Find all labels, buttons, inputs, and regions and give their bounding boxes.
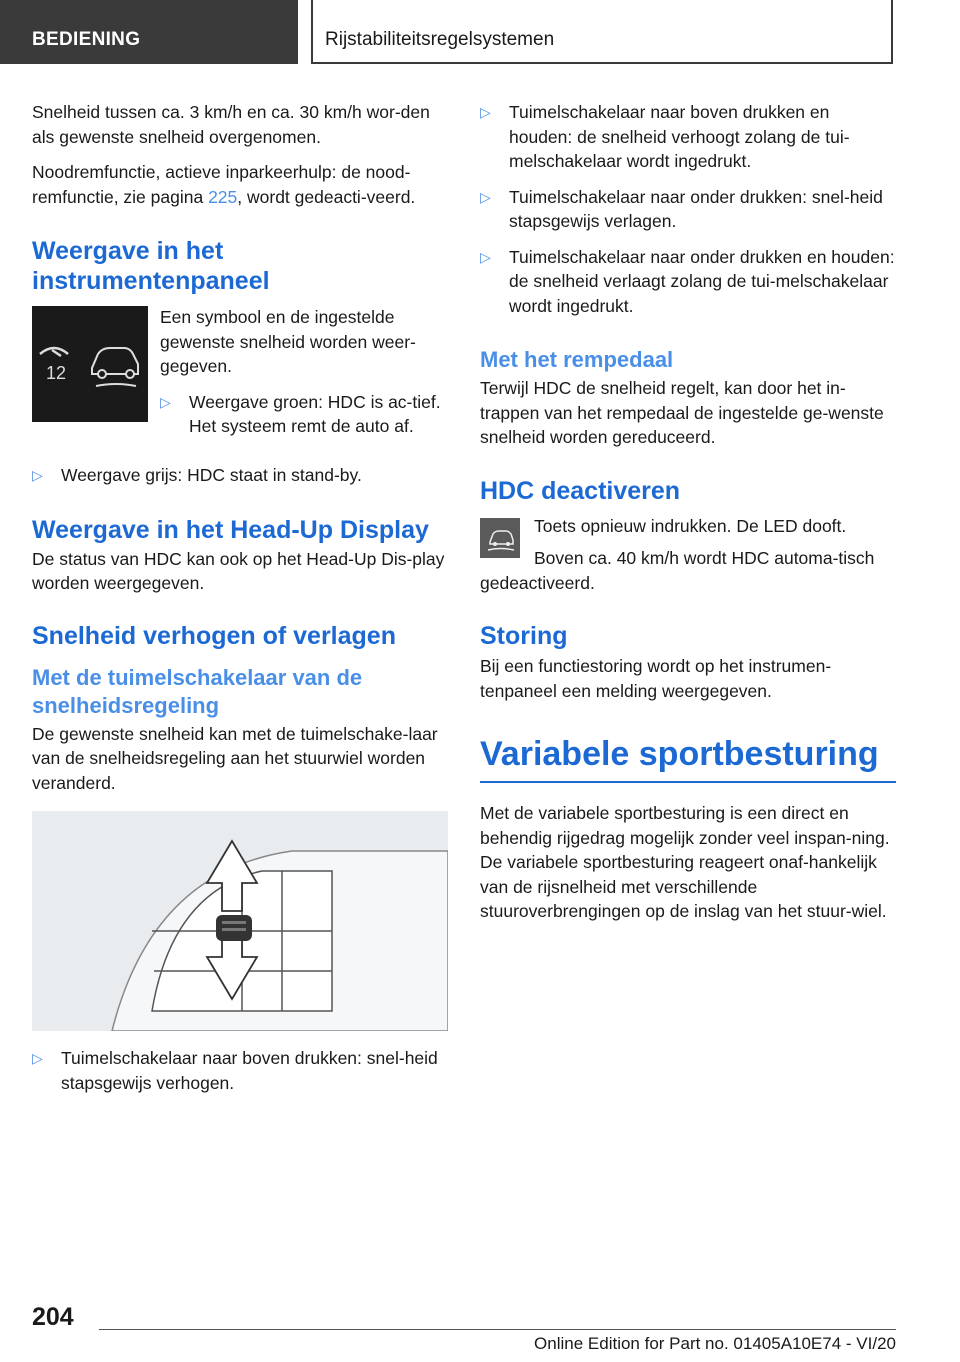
rocker-bullet-list (480, 100, 896, 318)
triangle-bullet-icon: ▷ (160, 393, 171, 410)
heading-sport-steering: Variabele sportbesturing (480, 735, 879, 773)
list-item: ▷ Tuimelschakelaar naar onder drukken en houden: de snelheid verlaagt zolang de tui-melschakelaar wordt ingedrukt. (480, 246, 895, 316)
page-number: 204 (32, 1303, 74, 1331)
edition-note: Online Edition for Part no. 01405A10E74 - VI/20 (534, 1334, 896, 1353)
triangle-bullet-icon: ▷ (480, 104, 491, 120)
instrument-text: Een symbool en de ingestelde gewenste snelheid worden weer-gegeven. ▷ Weergave groen: HDC is ac-tief. Het systeem remt de auto af. (160, 305, 450, 450)
triangle-bullet-icon: ▷ (32, 1050, 43, 1066)
rocker-switch-illustration (32, 811, 448, 1031)
paragraph: De status van HDC kan ook op het Head-Up Dis-play worden weergegeven. (32, 548, 445, 593)
triangle-bullet-icon: ▷ (32, 467, 43, 483)
section-title: BEDIENING (32, 29, 141, 50)
paragraph: Noodremfunctie, actieve inparkeerhulp: de nood-remfunctie, zie pagina 225, wordt gedeacti-veerd. (32, 162, 416, 207)
heading-hdc-deactivate: HDC deactiveren (480, 476, 681, 505)
heading-speed: Snelheid verhogen of verlagen (32, 621, 396, 650)
paragraph: Snelheid tussen ca. 3 km/h en ca. 30 km/h wor-den als gewenste snelheid overgenomen. (32, 102, 430, 147)
list-item: ▷ Weergave grijs: HDC staat in stand-by. (32, 463, 448, 488)
hdc-button-icon (480, 518, 520, 558)
heading-instrument-panel: Weergave in het instrumentenpaneel (32, 237, 270, 295)
heading-fault: Storing (480, 622, 568, 650)
left-column (32, 100, 448, 1106)
list-item: ▷ Weergave groen: HDC is ac-tief. Het systeem remt de auto af. (160, 391, 441, 436)
footer-divider (99, 1329, 896, 1330)
page-link[interactable]: 225 (208, 186, 238, 207)
heading-underline (480, 781, 896, 783)
steering-wheel-image (32, 811, 448, 1031)
hdc-button-image (480, 518, 520, 558)
deactivate-block: Toets opnieuw indrukken. De LED dooft. Boven ca. 40 km/h wordt HDC automa-tisch gedeactiveerd. (480, 515, 875, 593)
hdc-display-image (32, 306, 148, 422)
list-item: ▷ Tuimelschakelaar naar boven drukken: snel-heid stapsgewijs verhogen. (32, 1048, 438, 1093)
paragraph: Bij een functiestoring wordt op het instrumen-tenpaneel een melding weergegeven. (480, 656, 832, 701)
page-header (0, 0, 960, 66)
topic-title: Rijstabiliteitsregelsystemen (325, 29, 555, 50)
list-item: ▷ Tuimelschakelaar naar boven drukken en houden: de snelheid verhoogt zolang de tui-melschakelaar wordt ingedrukt. (480, 102, 850, 171)
paragraph: Terwijl HDC de snelheid regelt, kan door het in-trappen van het rempedaal de ingestelde ge-wenste snelheid worden gereduceerd. (480, 378, 884, 447)
heading-head-up-display: Weergave in het Head-Up Display (32, 515, 429, 544)
paragraph: Met de variabele sportbesturing is een direct en behendig rijgedrag mogelijk zonder veel inspan-ning. De variabele sportbesturing reageert onaf-hankelijk van de rijsnelheid met verschillende stuuroverbrengingen op de inslag van het stuur-wiel. (480, 803, 890, 921)
right-column (480, 100, 896, 935)
hdc-speed-icon (32, 306, 148, 422)
instrument-block (32, 306, 448, 458)
heading-rocker-switch: Met de tuimelschakelaar van de snelheidsregeling (32, 664, 363, 718)
list-item: ▷ Tuimelschakelaar naar onder drukken: snel-heid stapsgewijs verlagen. (480, 186, 883, 231)
heading-brake-pedal: Met het rempedaal (480, 347, 674, 372)
triangle-bullet-icon: ▷ (480, 248, 491, 265)
triangle-bullet-icon: ▷ (480, 188, 491, 205)
topic-tab (311, 0, 893, 64)
section-tab (0, 0, 298, 64)
hdc-speed-value: 12 (46, 363, 67, 383)
paragraph: De gewenste snelheid kan met de tuimelschake-laar van de snelheidsregeling aan het stuurwiel worden veranderd. (32, 723, 438, 793)
